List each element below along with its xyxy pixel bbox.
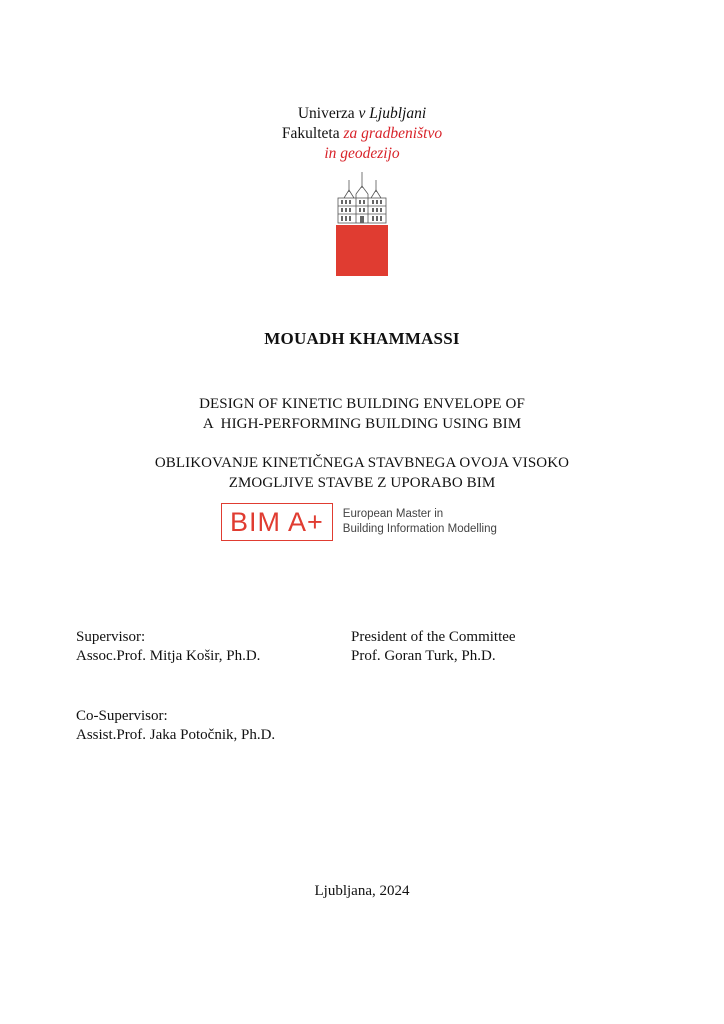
committee-label: President of the Committee (351, 629, 516, 645)
thesis-title-en (0, 394, 724, 434)
bim-aplus-mark: BIM A+ (221, 503, 333, 541)
logo-red-block (336, 225, 388, 276)
author-name: MOUADH KHAMMASSI (264, 329, 460, 348)
supervisor-label: Supervisor: (76, 629, 146, 645)
castle-icon (336, 172, 388, 276)
place-date: Ljubljana, 2024 (314, 883, 410, 899)
bim-aplus-tagline: European Master in Building Information Modelling (342, 508, 497, 535)
supervisor-name: Assoc.Prof. Mitja Košir, Ph.D. (76, 648, 261, 664)
co-supervisor-block (76, 707, 275, 745)
faculty-name: Fakulteta za gradbeništvo (281, 125, 443, 142)
co-supervisor-label: Co-Supervisor: (76, 708, 168, 724)
thesis-title-en-line2: A HIGH-PERFORMING BUILDING USING BIM (202, 416, 522, 432)
university-city: v Ljubljani (358, 105, 427, 122)
thesis-title-sl-line1: OBLIKOVANJE KINETIČNEGA STAVBNEGA OVOJA VISOKO (154, 455, 570, 471)
thesis-title-sl-line2: ZMOGLJIVE STAVBE Z UPORABO BIM (228, 475, 496, 491)
committee-president-name: Prof. Goran Turk, Ph.D. (351, 648, 496, 664)
bim-aplus-logo (221, 503, 497, 541)
faculty-name-line2: in geodezijo (324, 145, 400, 162)
faculty-field: za gradbeništvo (343, 125, 443, 142)
university-name: Univerza v Ljubljani (297, 105, 427, 122)
thesis-title-sl (0, 453, 724, 493)
university-logo (336, 172, 388, 276)
co-supervisor-name: Assist.Prof. Jaka Potočnik, Ph.D. (76, 727, 276, 743)
supervisor-block (76, 628, 260, 666)
thesis-title-en-line1: DESIGN OF KINETIC BUILDING ENVELOPE OF (199, 396, 525, 412)
committee-block (351, 628, 516, 666)
